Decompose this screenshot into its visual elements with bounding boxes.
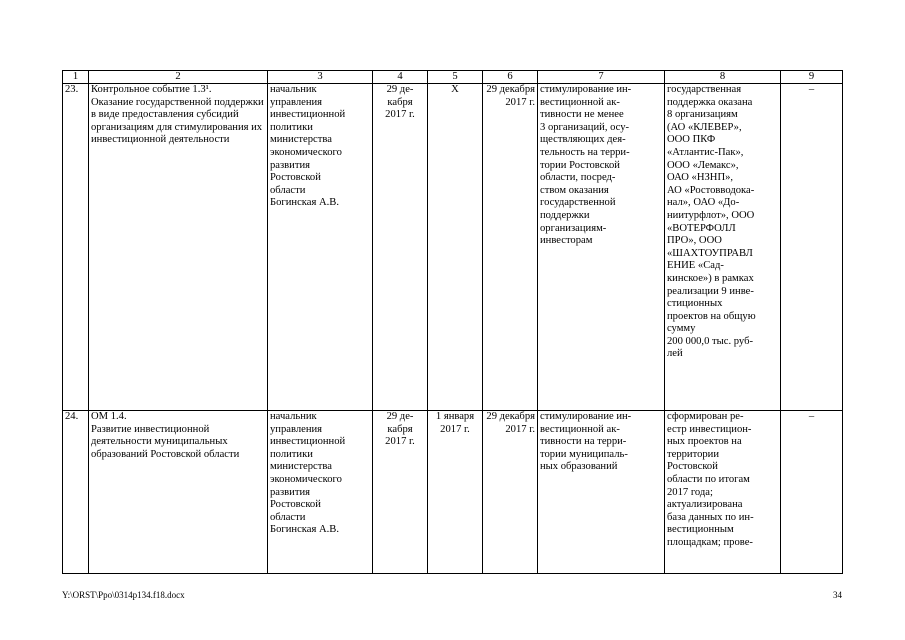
responsible-person: начальник управления инвестиционной политики министерства экономического развития Ростовской области Богинская А.В. bbox=[268, 84, 373, 411]
file-path: Y:\ORST\Ppo\0314p134.f18.docx bbox=[62, 590, 185, 600]
page-number: 34 bbox=[833, 590, 842, 600]
notes: – bbox=[781, 411, 843, 574]
column-header: 7 bbox=[538, 71, 665, 84]
column-header: 5 bbox=[428, 71, 483, 84]
table-header-row bbox=[63, 71, 843, 84]
expected-result: стимулирование ин- вестиционной ак- тивности на терри- тории муниципаль- ных образований bbox=[538, 411, 665, 574]
plan-date: 29 де- кабря 2017 г. bbox=[373, 411, 428, 574]
column-header: 2 bbox=[89, 71, 268, 84]
column-header: 6 bbox=[483, 71, 538, 84]
column-header: 4 bbox=[373, 71, 428, 84]
start-date: Х bbox=[428, 84, 483, 411]
column-header: 1 bbox=[63, 71, 89, 84]
column-header: 3 bbox=[268, 71, 373, 84]
expected-result: стимулирование ин- вестиционной ак- тивности не менее 3 организаций, осу- ществляющих дея- тельность на терри- тории Ростовской области, посред- ством оказания государственной поддержки организациям- инвесторам bbox=[538, 84, 665, 411]
row-number: 24. bbox=[63, 411, 89, 574]
start-date: 1 января 2017 г. bbox=[428, 411, 483, 574]
event-title: ОМ 1.4. Развитие инвестиционной деятельности муниципальных образований Ростовской области bbox=[89, 411, 268, 574]
actual-result: государственная поддержка оказана 8 организациям (АО «КЛЕВЕР», ООО ПКФ «Атлантис-Пак», ООО «Лемакс», ОАО «НЗНП», АО «Ростовводока- нал», ОАО «До- ниитурфлот», ООО «ВОТЕРФОЛЛ ПРО», ООО «ШАХТОУПРАВЛ ЕНИЕ «Сад- кинское») в рамках реализации 9 инве- стиционных проектов на общую сумму 200 000,0 тыс. руб- лей bbox=[665, 84, 781, 411]
plan-date: 29 де- кабря 2017 г. bbox=[373, 84, 428, 411]
column-header: 9 bbox=[781, 71, 843, 84]
actual-result: сформирован ре- естр инвестицион- ных проектов на территории Ростовской области по итогам 2017 года; актуализирована база данных по ин- вестиционным площадкам; прове- bbox=[665, 411, 781, 574]
table-row bbox=[63, 411, 843, 574]
column-header: 8 bbox=[665, 71, 781, 84]
report-table bbox=[62, 70, 843, 574]
responsible-person: начальник управления инвестиционной политики министерства экономического развития Ростовской области Богинская А.В. bbox=[268, 411, 373, 574]
event-title: Контрольное событие 1.3¹. Оказание государственной поддержки в виде предоставления субсидий организациям для стимулирования их инвестиционной деятельности bbox=[89, 84, 268, 411]
end-date: 29 декабря 2017 г. bbox=[483, 84, 538, 411]
table-row bbox=[63, 84, 843, 411]
notes: – bbox=[781, 84, 843, 411]
end-date: 29 декабря 2017 г. bbox=[483, 411, 538, 574]
row-number: 23. bbox=[63, 84, 89, 411]
